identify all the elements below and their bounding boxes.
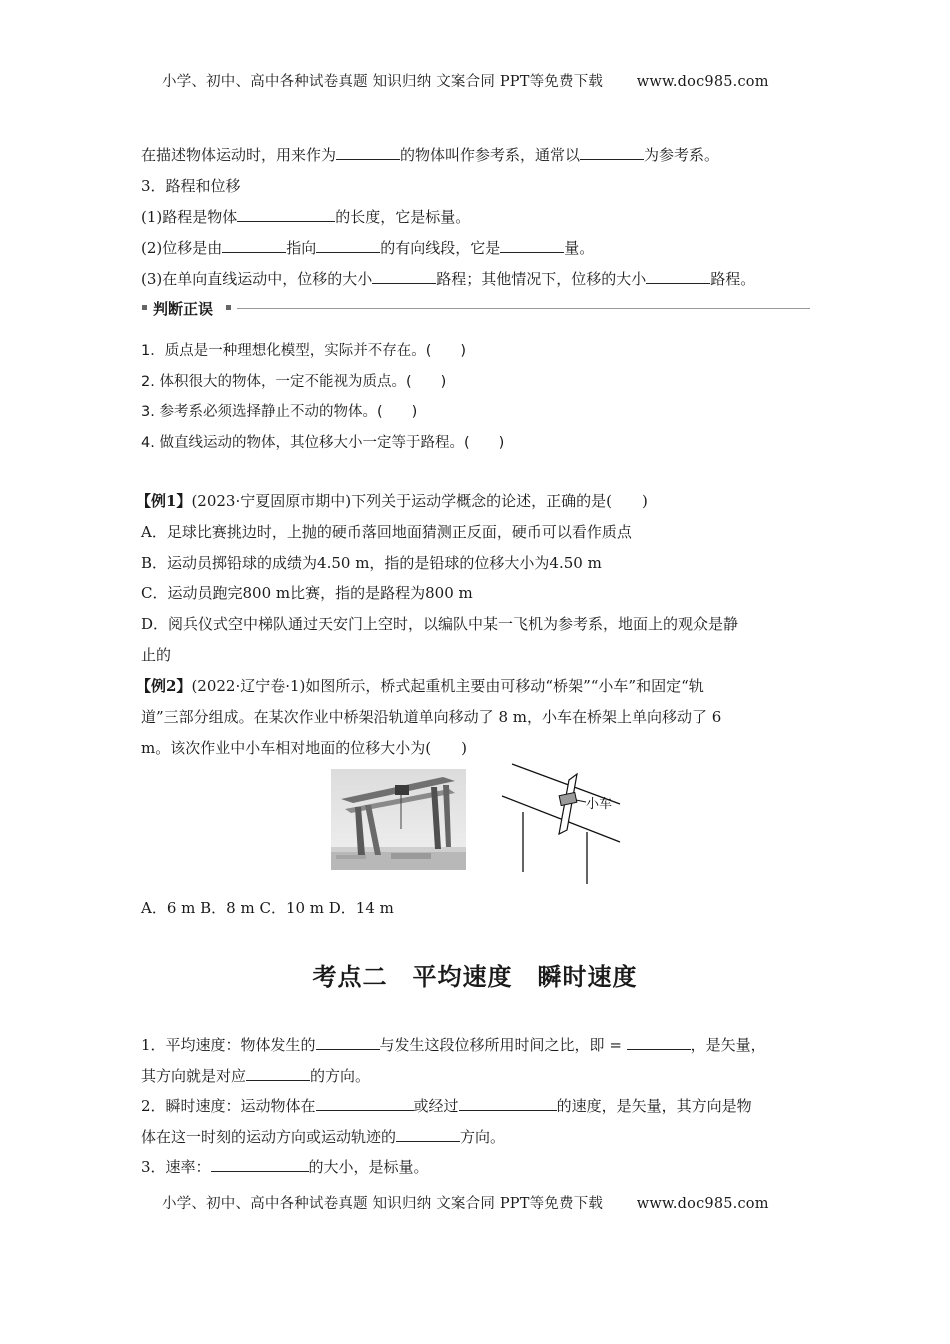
footer-site: www.doc985.com [636, 1196, 769, 1212]
reference-frame-line [141, 144, 719, 165]
crane-photo [331, 769, 466, 870]
diagram-label: 小车 [586, 797, 613, 812]
text: 量。 [564, 239, 595, 257]
velocity-line-3 [141, 1095, 752, 1116]
header-site: www.doc985.com [636, 74, 769, 90]
judge-item: 2. 体积很大的物体，一定不能视为质点。( ) [141, 374, 447, 390]
option-d-cont: 止的 [141, 646, 172, 664]
option-d: D．阅兵仪式空中梯队通过天安门上空时，以编队中某一飞机为参考系，地面上的观众是静 [141, 615, 739, 633]
path-line-2 [141, 237, 594, 258]
blank [237, 207, 335, 222]
example-2-stem [136, 675, 704, 696]
text: 为参考系。 [644, 146, 720, 164]
blank [500, 238, 564, 253]
text: (1)路程是物体 [141, 208, 238, 226]
text: 2．瞬时速度：运动物体在 [141, 1097, 316, 1115]
blank [211, 1157, 309, 1172]
judge-item: 1．质点是一种理想化模型，实际并不存在。( ) [141, 343, 467, 359]
divider [237, 308, 810, 309]
text: (2023·宁夏固原市期中)下列关于运动学概念的论述，正确的是( ) [191, 492, 648, 510]
footer-text: 小学、初中、高中各种试卷真题 知识归纳 文案合同 PPT等免费下载 [162, 1196, 604, 1212]
text: (2022·辽宁卷·1)如图所示，桥式起重机主要由可移动“桥架”“小车”和固定“轨 [191, 677, 704, 695]
text: 方向。 [460, 1128, 506, 1146]
text: 的长度，它是标量。 [335, 208, 471, 226]
blank [459, 1096, 557, 1111]
text: 的速度，是矢量，其方向是物 [556, 1097, 752, 1115]
page-header [162, 70, 769, 91]
header-text: 小学、初中、高中各种试卷真题 知识归纳 文案合同 PPT等免费下载 [162, 74, 604, 90]
velocity-line-1 [141, 1034, 766, 1055]
text: 的方向。 [310, 1067, 371, 1085]
page-footer [162, 1192, 769, 1213]
text: 或经过 [413, 1097, 459, 1115]
example-1-stem [136, 490, 648, 511]
judge-item: 4. 做直线运动的物体，其位移大小一定等于路程。( ) [141, 435, 505, 451]
blank [336, 145, 400, 160]
text: (2)位移是由 [141, 239, 223, 257]
bullet-square-icon [226, 305, 231, 310]
blank [246, 1066, 310, 1081]
text: 指向 [286, 239, 317, 257]
velocity-line-4 [141, 1126, 505, 1147]
blank [316, 1035, 380, 1050]
blank [316, 1096, 414, 1111]
bullet-square-icon [142, 305, 147, 310]
path-line-3 [141, 268, 755, 289]
text: 的有向线段，它是 [380, 239, 501, 257]
velocity-line-2 [141, 1065, 370, 1086]
velocity-line-5 [141, 1156, 429, 1177]
trolley-block [559, 792, 577, 805]
text: 的大小，是标量。 [308, 1158, 429, 1176]
text: 在描述物体运动时，用来作为 [141, 146, 337, 164]
blank [646, 269, 710, 284]
example-2-line: m。该次作业中小车相对地面的位移大小为( ) [141, 739, 467, 757]
blank [316, 238, 380, 253]
text: 与发生这段位移所用时间之比，即 = [379, 1036, 627, 1054]
path-title: 3．路程和位移 [141, 177, 241, 195]
blank [580, 145, 644, 160]
blank [627, 1035, 691, 1050]
option-b: B．运动员掷铅球的成绩为4.50 m，指的是铅球的位移大小为4.50 m [141, 554, 602, 572]
text: 1．平均速度：物体发生的 [141, 1036, 316, 1054]
judge-title: 判断正误 [153, 300, 214, 318]
blank [396, 1127, 460, 1142]
path-line-1 [141, 206, 470, 227]
crane-diagram [500, 760, 630, 888]
example-tag: 【例2】 [136, 677, 192, 695]
section-title: 考点二 平均速度 瞬时速度 [312, 963, 638, 991]
judge-item: 3. 参考系必须选择静止不动的物体。( ) [141, 404, 418, 420]
text: 其方向就是对应 [141, 1067, 247, 1085]
blank [222, 238, 286, 253]
text: ，是矢量， [690, 1036, 766, 1054]
text: 的物体叫作参考系，通常以 [400, 146, 581, 164]
text: 体在这一时刻的运动方向或运动轨迹的 [141, 1128, 397, 1146]
option-a: A．足球比赛挑边时，上抛的硬币落回地面猜测正反面，硬币可以看作质点 [141, 523, 632, 541]
text: (3)在单向直线运动中，位移的大小 [141, 270, 373, 288]
text: 路程；其他情况下，位移的大小 [436, 270, 647, 288]
text: 3．速率： [141, 1158, 211, 1176]
example-2-options: A．6 m B．8 m C．10 m D．14 m [141, 899, 394, 917]
example-tag: 【例1】 [136, 492, 192, 510]
label-leader [576, 800, 586, 802]
example-2-line: 道”三部分组成。在某次作业中桥架沿轨道单向移动了 8 m，小车在桥架上单向移动了 6 [141, 708, 722, 726]
blank [372, 269, 436, 284]
option-c: C．运动员跑完800 m比赛，指的是路程为800 m [141, 584, 473, 602]
text: 路程。 [710, 270, 756, 288]
